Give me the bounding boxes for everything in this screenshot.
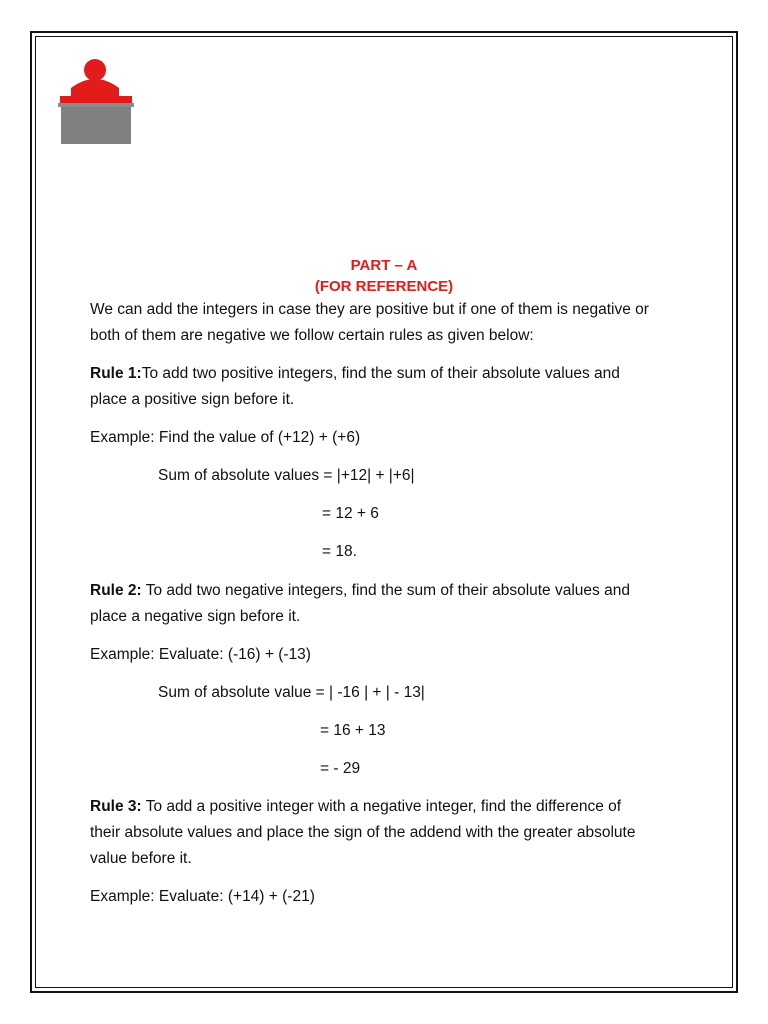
rule3-example: Example: Evaluate: (+14) + (-21): [90, 888, 315, 905]
rule1-label: Rule 1:: [90, 365, 142, 382]
intro-line-1: We can add the integers in case they are positive but if one of them is negative or: [90, 301, 649, 318]
rule3-label: Rule 3:: [90, 798, 142, 815]
rule2-example: Example: Evaluate: (-16) + (-13): [90, 646, 311, 663]
rule2-text-1: To add two negative integers, find the sum of their absolute values and: [141, 582, 630, 599]
rule1-line-1: [90, 364, 620, 384]
rule1-text-1: To add two positive integers, find the sum of their absolute values and: [141, 365, 620, 382]
rule2-step-3: = - 29: [320, 760, 361, 777]
rule3-text-1: To add a positive integer with a negative integer, find the difference of: [141, 798, 622, 815]
rule1-example: Example: Find the value of (+12) + (+6): [90, 429, 361, 446]
rule1-step-1: Sum of absolute values = |+12| + |+6|: [158, 467, 415, 484]
rule1-step-3: = 18.: [322, 543, 357, 560]
page-border-inner: [35, 36, 733, 988]
rule1-step-2: = 12 + 6: [322, 505, 379, 522]
rule2-label: Rule 2:: [90, 582, 142, 599]
rule2-step-2: = 16 + 13: [320, 722, 386, 739]
rule3-line-3: value before it.: [90, 850, 192, 867]
intro-line-2: both of them are negative we follow certain rules as given below:: [90, 327, 534, 344]
rule2-step-1: Sum of absolute value = | -16 | + | - 13|: [158, 684, 425, 701]
reference-heading: (FOR REFERENCE): [314, 278, 454, 295]
rule1-line-2: place a positive sign before it.: [90, 391, 295, 408]
rule2-line-2: place a negative sign before it.: [90, 608, 301, 625]
rule3-line-2: their absolute values and place the sign of the addend with the greater absolute: [90, 824, 636, 841]
part-heading: PART – A: [350, 257, 418, 274]
rule2-line-1: [90, 581, 630, 601]
rule3-line-1: [90, 797, 621, 817]
teacher-at-podium-icon: [57, 58, 135, 146]
